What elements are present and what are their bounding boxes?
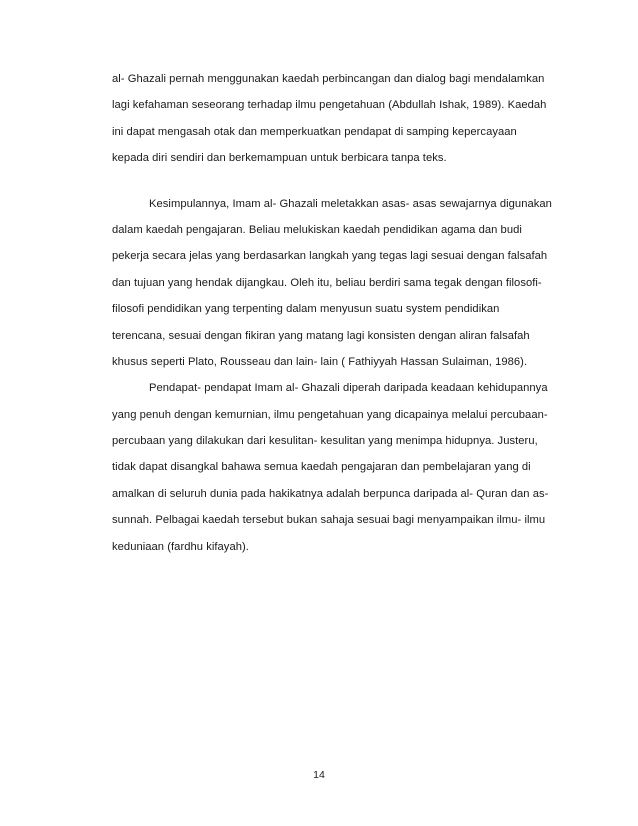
text-line: tidak dapat disangkal bahawa semua kaedah pengajaran dan pembelajaran yang di <box>112 461 531 474</box>
text-line: Pendapat- pendapat Imam al- Ghazali diperah daripada keadaan kehidupannya <box>149 382 548 395</box>
text-line: amalkan di seluruh dunia pada hakikatnya adalah berpunca daripada al- Quran dan as- <box>112 487 549 500</box>
text-line: al- Ghazali pernah menggunakan kaedah perbincangan dan dialog bagi mendalamkan <box>112 73 545 85</box>
text-line: percubaan yang dilakukan dari kesulitan- kesulitan yang menimpa hidupnya. Justeru, <box>112 435 538 448</box>
text-line: dalam kaedah pengajaran. Beliau melukiskan kaedah pendidikan agama dan budi <box>112 223 522 236</box>
text-line: lagi kefahaman seseorang terhadap ilmu pengetahuan (Abdullah Ishak, 1989). Kaedah <box>112 99 547 112</box>
text-line: terencana, sesuai dengan fikiran yang matang lagi konsisten dengan aliran falsafah <box>112 329 530 342</box>
text-line: kepada diri sendiri dan berkemampuan untuk berbicara tanpa teks. <box>112 152 447 165</box>
text-line: pekerja secara jelas yang berdasarkan langkah yang tegas lagi sesuai dengan falsafah <box>112 250 548 263</box>
paragraph-2 <box>112 191 552 376</box>
page-number: 14 <box>313 769 325 781</box>
body-text <box>112 66 552 560</box>
paragraph-spacer <box>112 172 552 191</box>
text-line: sunnah. Pelbagai kaedah tersebut bukan sahaja sesuai bagi menyampaikan ilmu- ilmu <box>112 514 546 527</box>
text-line: khusus seperti Plato, Rousseau dan lain- lain ( Fathiyyah Hassan Sulaiman, 1986). <box>112 355 528 368</box>
text-line: Kesimpulannya, Imam al- Ghazali meletakkan asas- asas sewajarnya digunakan <box>149 197 552 210</box>
text-line: keduniaan (fardhu kifayah). <box>112 540 249 553</box>
paragraph-1 <box>112 66 552 172</box>
text-line: yang penuh dengan kemurnian, ilmu pengetahuan yang dicapainya melalui percubaan- <box>112 408 548 421</box>
text-line: ini dapat mengasah otak dan memperkuatkan pendapat di samping kepercayaan <box>112 125 517 138</box>
text-line: filosofi pendidikan yang terpenting dalam menyusun suatu system pendidikan <box>112 303 500 316</box>
text-line: dan tujuan yang hendak dijangkau. Oleh itu, beliau berdiri sama tegak dengan filosofi- <box>112 276 542 289</box>
paragraph-3 <box>112 375 552 560</box>
